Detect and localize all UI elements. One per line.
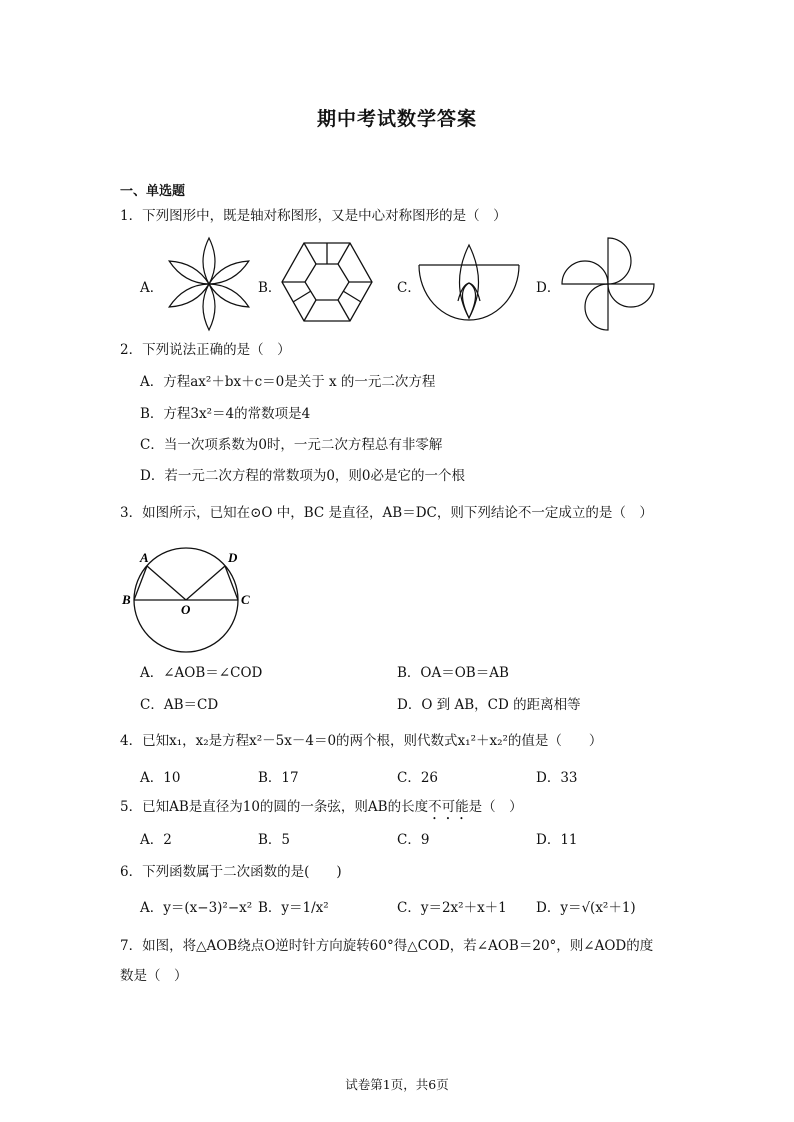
q6-option-b: B．y＝1/x² (258, 900, 329, 916)
q3-option-a: A．∠AOB＝∠COD (140, 665, 263, 681)
circle-diagram (120, 540, 260, 658)
question-4-stem: 4．已知x₁，x₂是方程x²－5x－4＝0的两个根，则代数式x₁²＋x₂²的值是（ ） (120, 733, 603, 749)
q2-option-a: A．方程ax²＋bx＋c＝0是关于 x 的一元二次方程 (140, 374, 436, 390)
q1-option-b-label: B． (258, 280, 282, 296)
q5-option-c: C．9 (397, 832, 430, 848)
flower-icon (163, 236, 255, 332)
q4-option-d: D．33 (536, 770, 578, 786)
page-title: 期中考试数学答案 (316, 108, 477, 130)
question-1-stem: 1．下列图形中，既是轴对称图形，又是中心对称图形的是（ ） (120, 208, 507, 224)
q6-option-c: C．y＝2x²＋x＋1 (397, 900, 507, 916)
question-2-stem: 2．下列说法正确的是（ ） (120, 342, 291, 358)
question-6-stem: 6．下列函数属于二次函数的是( ) (120, 864, 342, 880)
q1-option-a-label: A． (140, 280, 164, 296)
question-3-stem: 3．如图所示，已知在⊙O 中，BC 是直径，AB＝DC，则下列结论不一定成立的是（ ） (120, 505, 653, 521)
fig-label-c: C (241, 592, 250, 607)
fig-label-b: B (122, 592, 131, 607)
q5-stem-post: 是（ ） (468, 799, 523, 815)
pinwheel-icon (560, 236, 656, 332)
q2-option-b: B．方程3x²＝4的常数项是4 (140, 406, 311, 422)
q1-option-d-label: D． (536, 280, 561, 296)
q4-option-b: B．17 (258, 770, 299, 786)
fig-label-o: O (181, 602, 191, 617)
question-7-line2: 数是（ ） (120, 968, 188, 984)
q2-option-d: D．若一元二次方程的常数项为0，则0必是它的一个根 (140, 468, 466, 484)
q3-option-b: B．OA＝OB＝AB (397, 665, 509, 681)
question-5-stem (120, 797, 523, 823)
q5-stem-emphasis: 不可能 (428, 799, 469, 815)
section-heading: 一、单选题 (120, 184, 186, 199)
q5-stem-pre: 5．已知AB是直径为10的圆的一条弦，则AB的长度 (120, 799, 429, 815)
q3-option-c: C．AB＝CD (140, 697, 219, 713)
recycle-hexagon-icon (280, 240, 374, 324)
q6-option-d: D．y＝√(x²＋1) (536, 900, 636, 916)
q1-option-c-label: C． (397, 280, 421, 296)
lotus-icon (418, 243, 520, 323)
q3-option-d: D．O 到 AB，CD 的距离相等 (397, 697, 581, 713)
fig-label-a: A (140, 550, 149, 565)
q5-option-b: B．5 (258, 832, 291, 848)
q5-option-d: D．11 (536, 832, 578, 848)
q4-option-c: C．26 (397, 770, 439, 786)
q4-option-a: A．10 (140, 770, 181, 786)
fig-label-d: D (228, 550, 238, 565)
q5-option-a: A．2 (140, 832, 172, 848)
q2-option-c: C．当一次项系数为0时，一元二次方程总有非零解 (140, 437, 443, 453)
q6-option-a: A．y＝(x−3)²−x² (140, 900, 253, 916)
page-footer: 试卷第1页，共6页 (345, 1077, 449, 1092)
question-7-line1: 7．如图，将△AOB绕点O逆时针方向旋转60°得△COD，若∠AOB＝20°，则∠AOD的度 (120, 938, 654, 954)
